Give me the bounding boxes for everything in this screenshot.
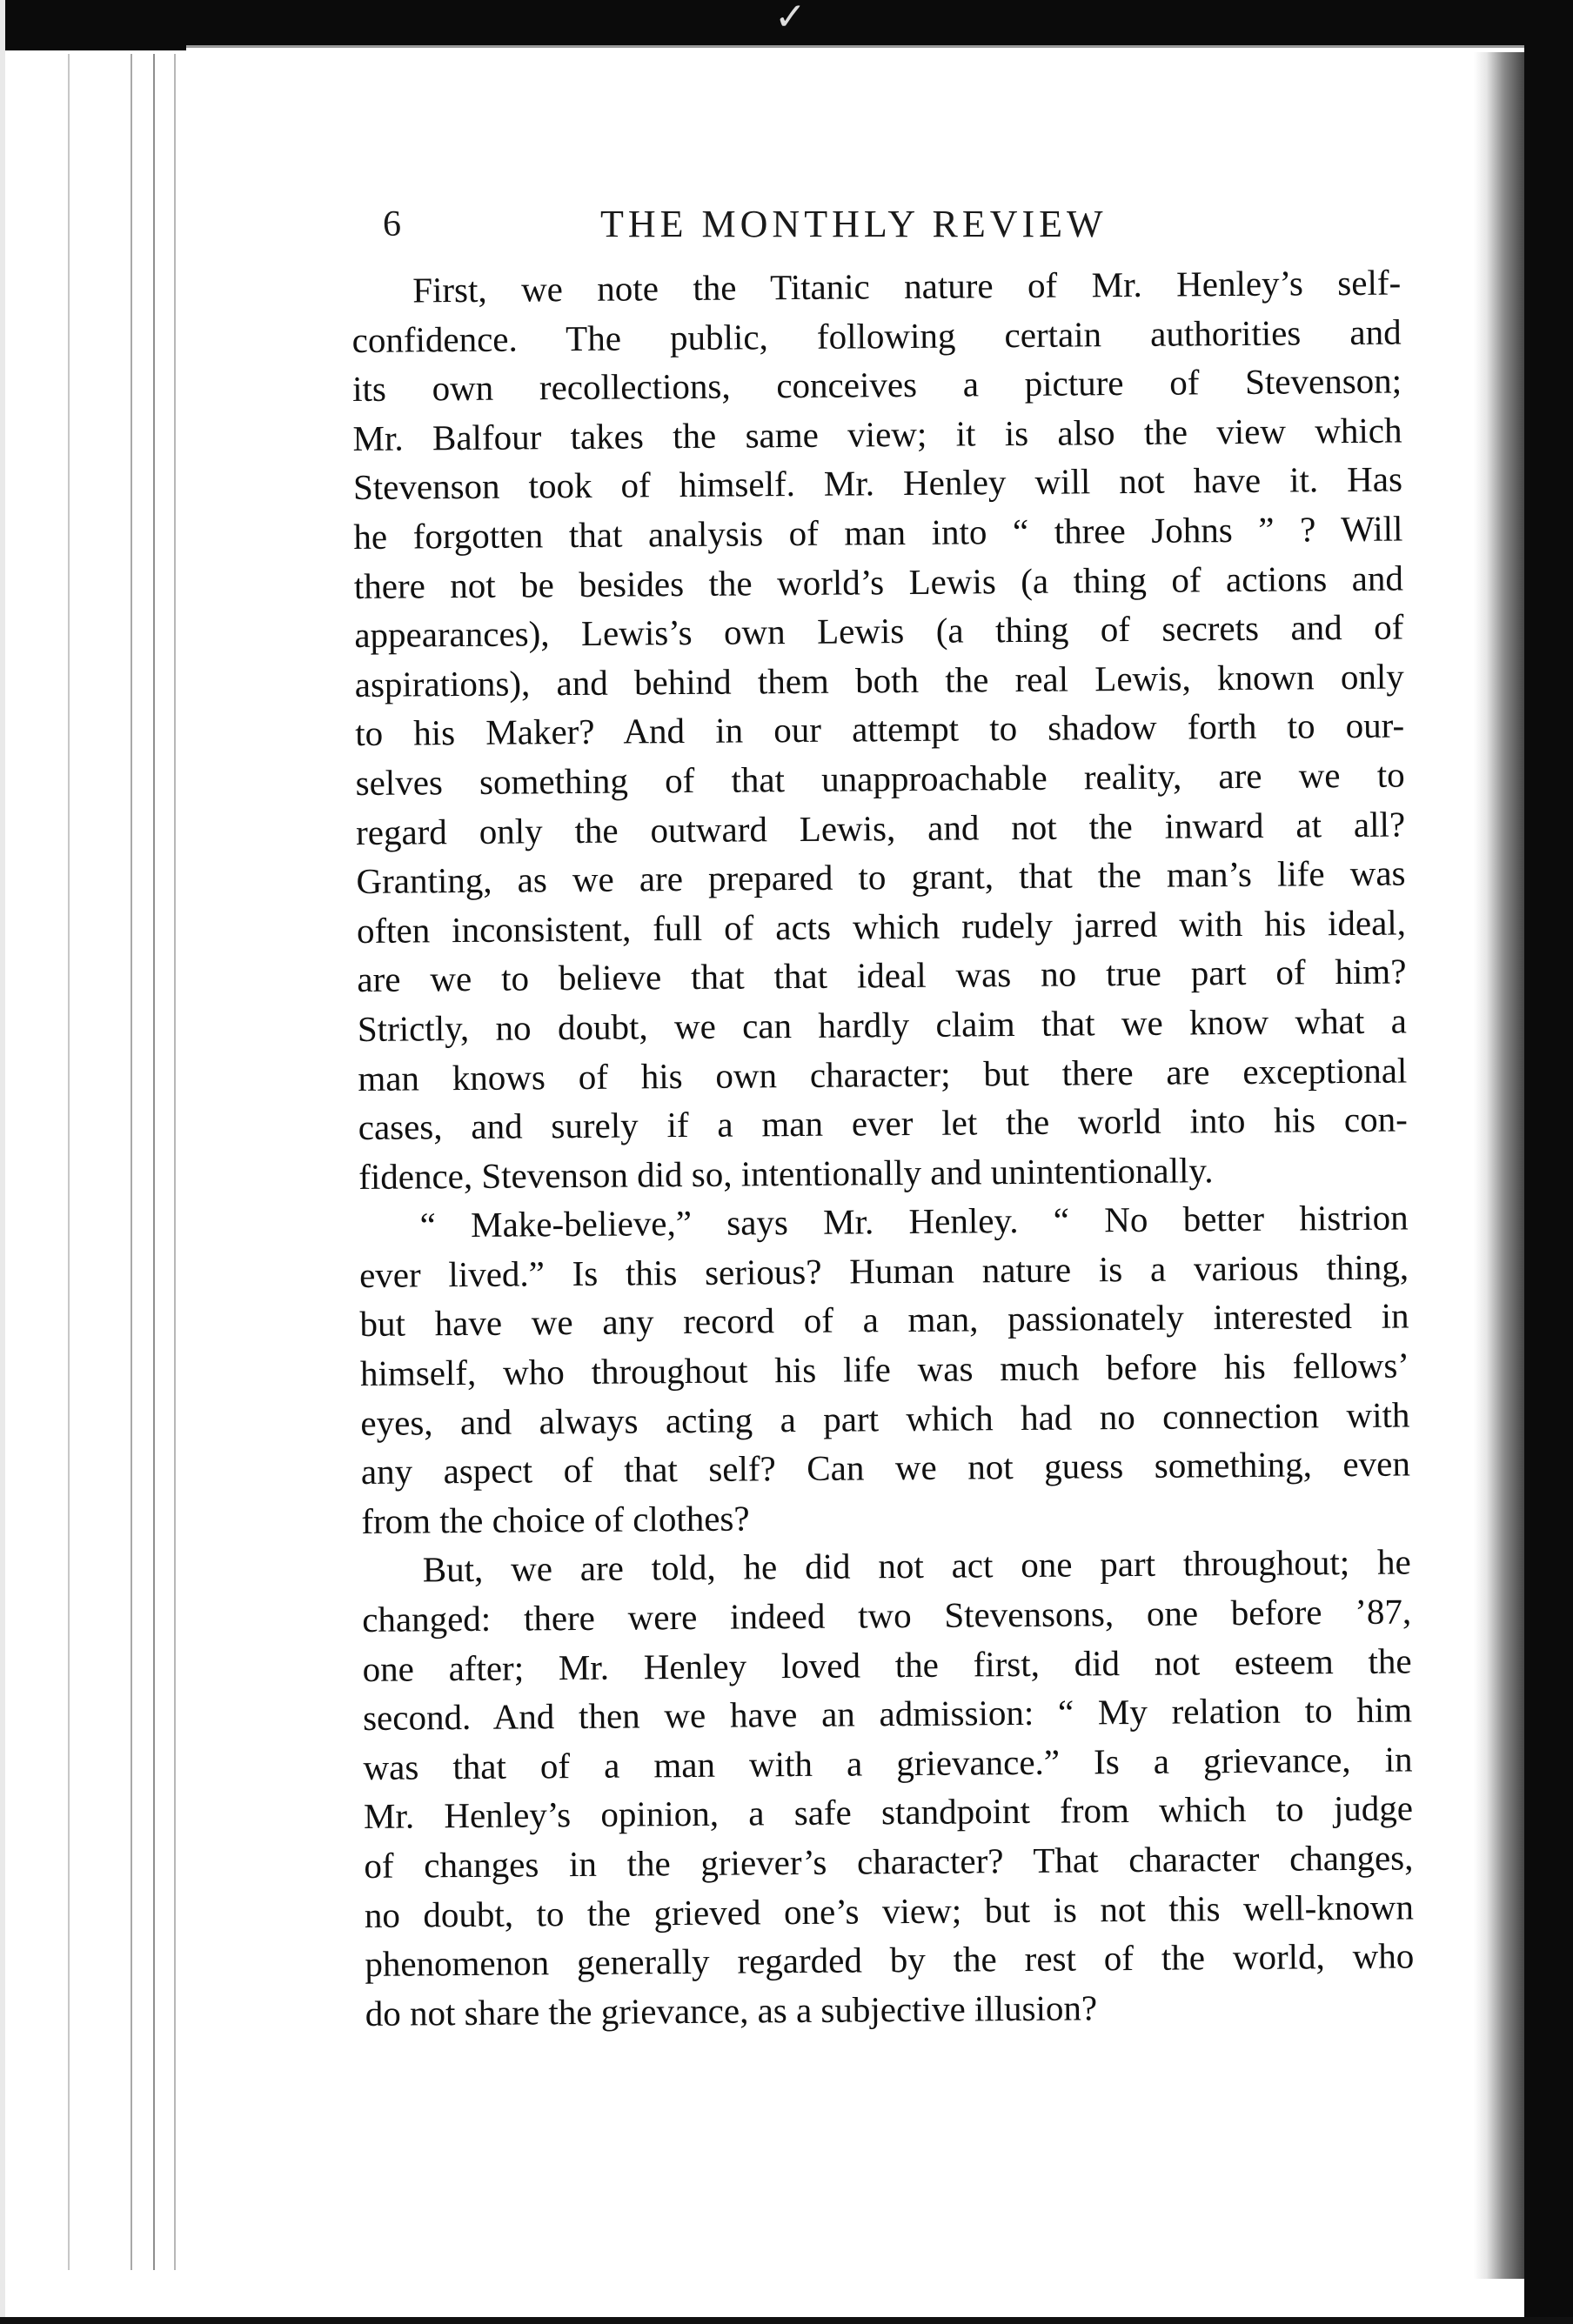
text-line: Mr. Balfour takes the same view; it is also the view which <box>352 410 1402 458</box>
text-line: Stevenson took of himself. Mr. Henley will not have it. Has <box>352 458 1403 508</box>
page-curl-shadow <box>1474 52 1524 2279</box>
text-line: he forgotten that analysis of man into “ three Johns ” ? Will <box>353 508 1403 557</box>
text-line: himself, who throughout his life was much before his fellows’ <box>359 1345 1410 1394</box>
text-line: any aspect of that self? Can we not guess something, even <box>360 1443 1411 1493</box>
text-line: from the choice of clothes? <box>361 1498 750 1541</box>
page-number: 6 <box>383 204 401 244</box>
running-head <box>383 198 1392 250</box>
text-line: But, we are told, he did not act one part throughout; he <box>422 1541 1411 1590</box>
check-mark-icon: ✓ <box>774 0 807 39</box>
text-line: confidence. The public, following certain authorities and <box>351 311 1402 360</box>
paragraph <box>351 258 1408 1202</box>
text-line: second. And then we have an admission: “ My relation to him <box>362 1689 1413 1739</box>
text-line: phenomenon generally regarded by the rest of the world, who <box>365 1935 1415 1985</box>
text-line: Strictly, no doubt, we can hardly claim that we know what a <box>357 1000 1408 1049</box>
scan-background-left <box>0 0 5 2324</box>
text-line: First, we note the Titanic nature of Mr. Henley’s self- <box>412 262 1402 311</box>
text-line: but have we any record of a man, passionately interested in <box>359 1295 1409 1345</box>
paragraph <box>358 1193 1410 1546</box>
text-line: fidence, Stevenson did so, intentionally and unintentionally. <box>358 1149 1214 1197</box>
text-line: one after; Mr. Henley loved the first, did not esteem the <box>362 1640 1412 1689</box>
paragraph <box>362 1538 1415 2038</box>
text-line: appearances), Lewis’s own Lewis (a thing of secrets and of <box>354 606 1404 656</box>
text-line: selves something of that unapproachable reality, are we to <box>355 754 1405 803</box>
journal-title: THE MONTHLY REVIEW <box>600 203 1108 245</box>
text-line: changed: there were indeed two Stevensons, one before ’87, <box>362 1591 1412 1639</box>
text-line: eyes, and always acting a part which had no connection with <box>360 1394 1410 1443</box>
text-line: regard only the outward Lewis, and not the inward at all? <box>355 804 1406 852</box>
text-line: are we to believe that that ideal was no true part of him? <box>357 951 1407 1000</box>
scan-background-bottom <box>0 2317 1573 2324</box>
text-line: was that of a man with a grievance.” Is a grievance, in <box>363 1739 1413 1787</box>
text-line: Mr. Henley’s opinion, a safe standpoint from which to judge <box>363 1787 1414 1837</box>
text-line: Granting, as we are prepared to grant, that the man’s life was <box>356 852 1406 902</box>
body-text <box>351 258 1415 2039</box>
text-line: often inconsistent, full of acts which rudely jarred with his ideal, <box>356 902 1407 951</box>
text-line: of changes in the griever’s character? That character changes, <box>364 1837 1414 1886</box>
text-line: man knows of his own character; but there are exceptional <box>358 1050 1408 1099</box>
text-line: ever lived.” Is this serious? Human nature is a various thing, <box>358 1246 1409 1295</box>
text-line: do not share the grievance, as a subjective illusion? <box>365 1987 1098 2033</box>
scan-background-right <box>1524 0 1573 2324</box>
text-line: cases, and surely if a man ever let the world into his con- <box>358 1099 1408 1148</box>
text-line: there not be besides the world’s Lewis (a thing of actions and <box>353 558 1404 606</box>
text-line: no doubt, to the grieved one’s view; but is not this well-known <box>364 1887 1415 1935</box>
text-line: its own recollections, conceives a picture of Stevenson; <box>351 360 1402 410</box>
text-line: aspirations), and behind them both the real Lewis, known only <box>354 656 1404 705</box>
text-line: to his Maker? And in our attempt to shadow forth to our- <box>355 705 1405 754</box>
text-line: “ Make-believe,” says Mr. Henley. “ No better histrion <box>419 1197 1409 1245</box>
